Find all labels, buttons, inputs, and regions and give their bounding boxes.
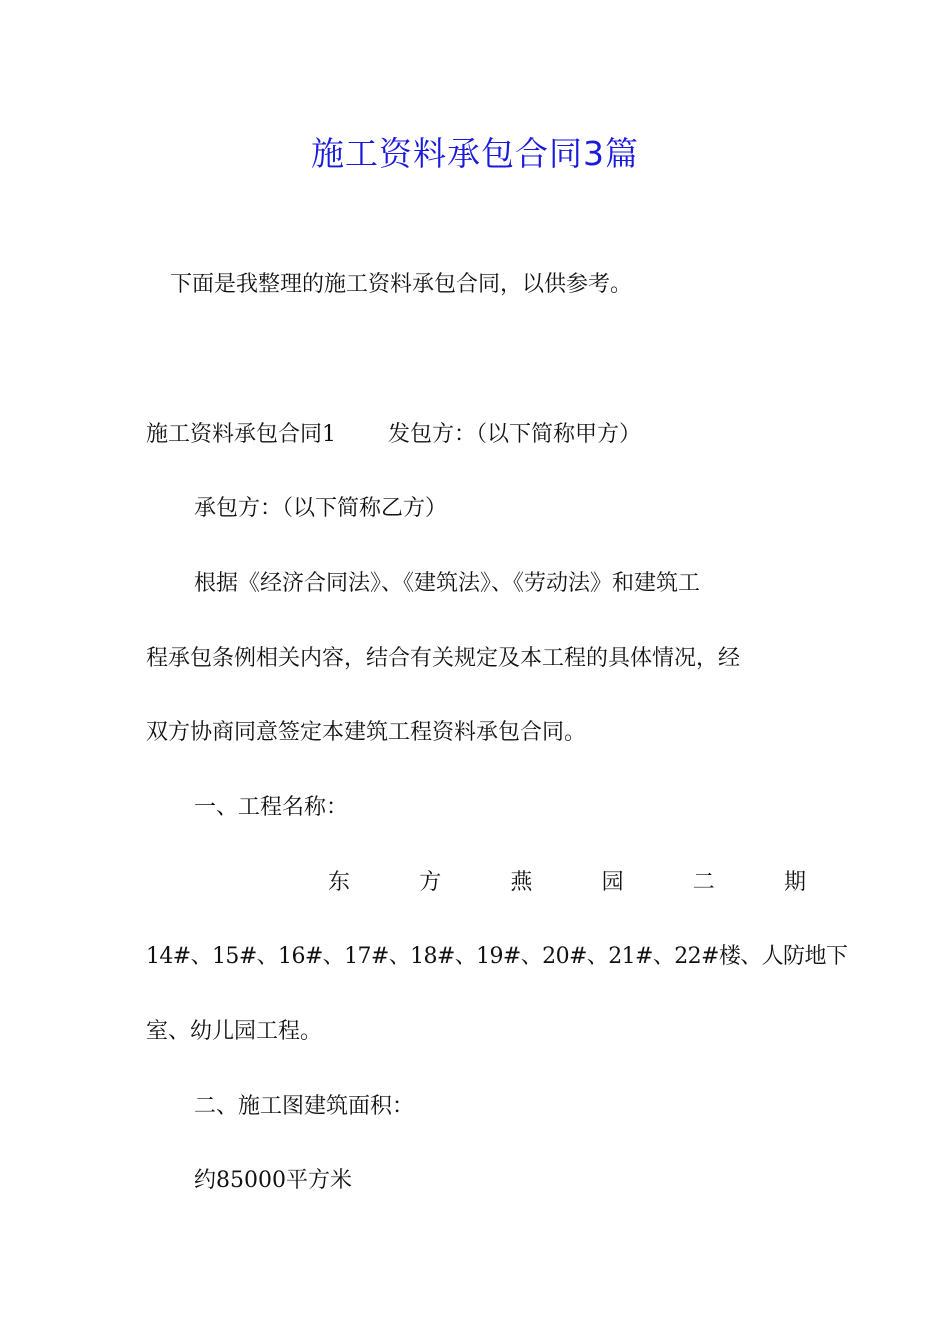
- party-b-line: 承包方：（以下简称乙方）: [194, 496, 448, 521]
- building-area-value: 约85000平方米: [194, 1168, 352, 1193]
- project-name-char: 期: [783, 870, 806, 895]
- paragraph-line: 根据《经济合同法》、《建筑法》、《劳动法》和建筑工: [194, 571, 701, 596]
- project-name-char: 东: [328, 870, 351, 895]
- project-name-spaced-line: [146, 868, 806, 898]
- section-heading-project-name: 一、工程名称：: [194, 795, 349, 820]
- contract-heading: 施工资料承包合同1: [146, 422, 336, 447]
- project-name-char: 燕: [510, 870, 533, 895]
- contract-heading-line: [146, 420, 806, 450]
- project-name-char: 园: [601, 870, 624, 895]
- intro-paragraph: 下面是我整理的施工资料承包合同，以供参考。: [170, 272, 633, 297]
- paragraph-line: 双方协商同意签定本建筑工程资料承包合同。: [146, 720, 587, 745]
- document-title: 施工资料承包合同3篇: [311, 134, 639, 173]
- paragraph-line: 程承包条例相关内容，结合有关规定及本工程的具体情况，经: [146, 646, 741, 671]
- project-buildings-line-end: 室、幼儿园工程。: [146, 1019, 323, 1044]
- project-buildings-line: 14#、15#、16#、17#、18#、19#、20#、21#、22#楼、人防地下: [146, 944, 848, 969]
- project-name-char: 方: [419, 870, 442, 895]
- section-heading-building-area: 二、施工图建筑面积：: [194, 1094, 415, 1119]
- party-a-line: 发包方：（以下简称甲方）: [388, 422, 642, 447]
- project-name-char: 二: [692, 870, 715, 895]
